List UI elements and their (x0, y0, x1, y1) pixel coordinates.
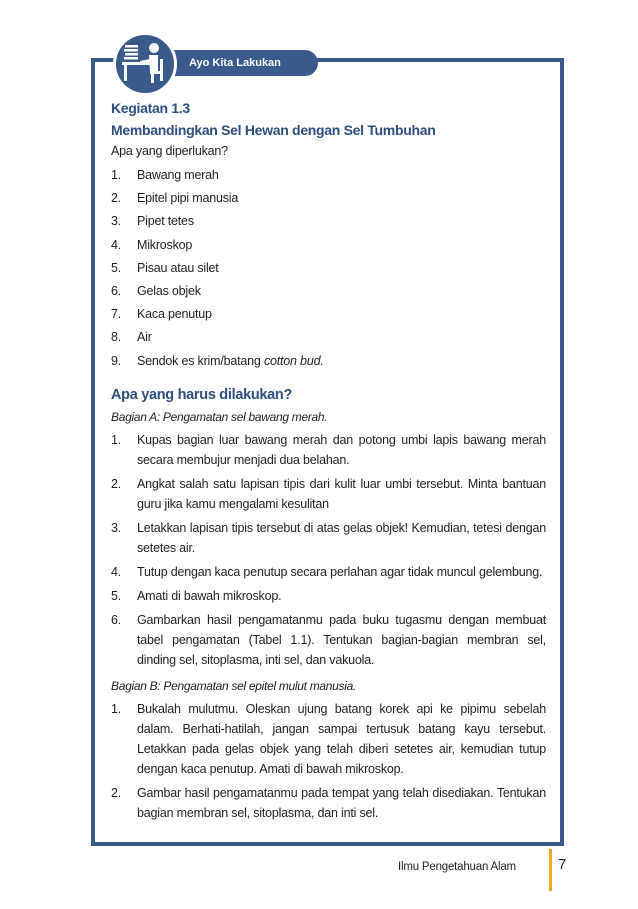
person-reading-icon (113, 32, 177, 96)
tools-list (111, 164, 546, 373)
part-a-steps (111, 430, 546, 670)
list-item: 2. Gambar hasil pengamatanmu pada tempat yang telah disediakan. Tentukan bagian membran sel, sitoplasma, dan inti sel. (111, 785, 546, 820)
page-number: 7 (558, 856, 567, 873)
part-b-title: Bagian B: Pengamatan sel epitel mulut manusia. (111, 678, 357, 693)
list-item: 1. Bawang merah (111, 168, 219, 182)
list-item: 7. Kaca penutup (111, 307, 212, 322)
list-item: 4. Tutup dengan kaca penutup secara perlahan agar tidak muncul gelembung. (111, 564, 543, 579)
activity-content (111, 96, 546, 827)
procedure-heading: Apa yang harus dilakukan? (111, 386, 293, 403)
list-item: 8. Air (111, 330, 152, 345)
list-item: 1. Bukalah mulutmu. Oleskan ujung batang korek api ke pipimu sebelah dalam. Berhati-hatilah, jangan sampai tertusuk batang kayu tersebut. Letakkan pada gelas objek yang telah diberi setetes air, kemudian tutup dengan kaca penutup. Amati di bawah mikroskop. (111, 701, 546, 776)
list-item: 9. Sendok es krim/batang cotton bud. (111, 353, 324, 368)
activity-title: Membandingkan Sel Hewan dengan Sel Tumbuhan (111, 122, 436, 138)
activity-number: Kegiatan 1.3 (111, 100, 190, 116)
list-item: 5. Pisau atau silet (111, 260, 219, 275)
list-item: 4. Mikroskop (111, 237, 193, 252)
book-title: Ilmu Pengetahuan Alam (398, 861, 516, 873)
part-b-steps (111, 699, 546, 823)
list-item: 6. Gelas objek (111, 284, 201, 299)
list-item: 2. Epitel pipi manusia (111, 191, 239, 206)
list-item: 3. Letakkan lapisan tipis tersebut di atas gelas objek! Kemudian, tetesi dengan setetes air. (111, 520, 546, 555)
activity-banner-label: Ayo Kita Lakukan (189, 57, 281, 69)
footer-divider (549, 849, 552, 891)
list-item: 1. Kupas bagian luar bawang merah dan potong umbi lapis bawang merah secara membujur menjadi dua belahan. (111, 432, 546, 467)
list-item: 2. Angkat salah satu lapisan tipis dari kulit luar umbi tersebut. Minta bantuan guru jika kamu mengalami kesulitan (111, 476, 546, 511)
list-item: 5. Amati di bawah mikroskop. (111, 588, 282, 603)
part-a-title: Bagian A: Pengamatan sel bawang merah. (111, 409, 328, 424)
list-item: 3. Pipet tetes (111, 214, 194, 229)
needs-label: Apa yang diperlukan? (111, 144, 228, 158)
list-item: 6. Gambarkan hasil pengamatanmu pada buku tugasmu dengan membuat tabel pengamatan (Tabel 1.1). Tentukan bagian-bagian membran sel, dinding sel, sitoplasma, inti sel, dan vakuola. (111, 612, 546, 667)
